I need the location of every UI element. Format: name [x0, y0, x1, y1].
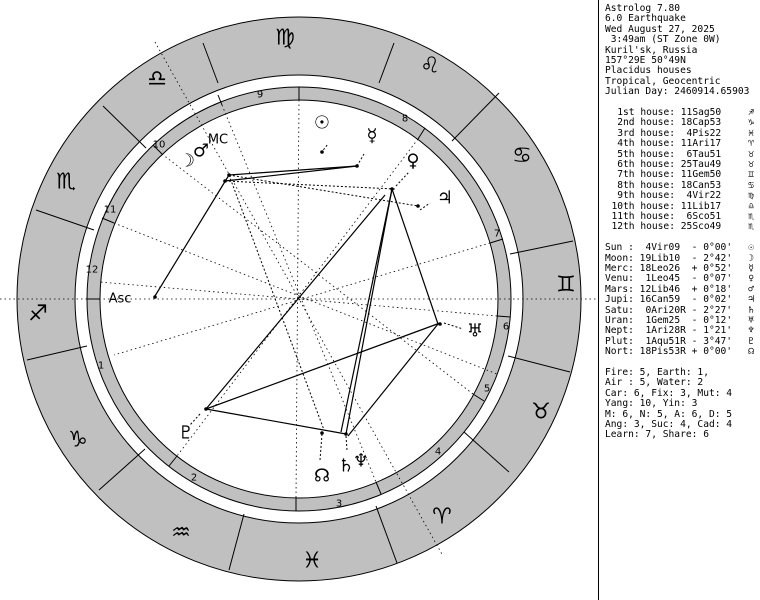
house-label: 5th house: — [617, 148, 675, 160]
sagittarius-icon: ♐ — [28, 301, 48, 327]
planet-latitude: - 0°02' — [680, 294, 733, 306]
planet-latitude: - 0°07' — [680, 273, 733, 285]
house-number-3: 3 — [335, 498, 343, 510]
planet-latitude: + 0°18' — [680, 283, 733, 295]
stats-line: Ang: 3, Suc: 4, Cad: 4 — [605, 419, 733, 430]
stats-line: M: 6, N: 5, A: 6, D: 5 — [605, 408, 733, 420]
house-value: 6Sco51 — [675, 211, 722, 222]
house-label: 6th house: — [617, 159, 675, 170]
house-value: 11Sag50 — [675, 107, 722, 118]
planet-icon: ☿ — [748, 263, 754, 274]
scorpio-icon: ♏ — [56, 169, 76, 195]
planet-icon: ♃ — [748, 294, 754, 306]
house-number-6: 6 — [502, 321, 510, 333]
taurus-icon: ♉ — [531, 399, 551, 425]
planet-latitude: - 2°27' — [685, 304, 733, 316]
house-row — [605, 222, 721, 232]
pluto-icon: ♇ — [177, 422, 195, 444]
house-sign-icon: ♉ — [748, 148, 754, 160]
neptune-icon: ♆ — [352, 450, 370, 472]
house-number-5: 5 — [483, 383, 491, 395]
house-sign-icon: ♊ — [748, 169, 754, 181]
planet-name: Mars: — [605, 283, 634, 295]
chart-info-line: Tropical, Geocentric — [605, 75, 721, 87]
house-number-9: 9 — [256, 89, 264, 101]
house-sign-icon: ♍ — [748, 190, 754, 202]
capricorn-icon: ♑ — [68, 427, 88, 453]
planet-icon: ♆ — [748, 325, 754, 337]
planet-latitude: + 0°00' — [685, 346, 733, 358]
house-label: 4th house: — [617, 138, 675, 150]
house-label: 10th house: — [611, 200, 675, 212]
house-sign-icon: ♉ — [748, 159, 754, 170]
planet-icon: ☽ — [748, 252, 754, 264]
house-value: 25Sco49 — [675, 221, 722, 233]
house-value: 4Vir22 — [675, 190, 722, 202]
planet-position: 1Gem25 — [633, 315, 681, 326]
planet-position: 18Pis53R — [633, 346, 686, 358]
house-value: 25Tau49 — [675, 159, 722, 170]
planet-icon: ♅ — [748, 315, 754, 326]
house-value: 11Gem50 — [675, 169, 722, 181]
planet-name: Nept: — [605, 325, 634, 337]
stats-line: Air : 5, Water: 2 — [605, 377, 704, 389]
chart-info-line: 157°29E 50°49N — [605, 55, 686, 66]
stats-line: Fire: 5, Earth: 1, — [605, 367, 709, 378]
planet-position: 1Ari28R — [633, 325, 686, 337]
planet-position: 1Leo45 — [633, 273, 681, 285]
aquarius-icon: ♒ — [171, 520, 191, 546]
planet-position: 1Aqu51R — [633, 335, 686, 347]
house-label: 11th house: — [611, 211, 675, 222]
house-label: 8th house: — [617, 179, 675, 191]
planet-name: Merc: — [605, 263, 634, 274]
planet-icon: ☉ — [748, 242, 754, 254]
planet-position: 18Leo26 — [633, 263, 681, 274]
leo-icon: ♌ — [420, 53, 440, 79]
planet-position: 4Vir09 — [633, 242, 681, 254]
pisces-icon: ♓ — [302, 548, 322, 574]
planet-icon: ♇ — [748, 335, 754, 347]
house-sign-icon: ♏ — [748, 211, 754, 222]
planet-position: 0Ari20R — [633, 304, 686, 316]
planet-latitude: + 0°52' — [680, 263, 733, 274]
house-sign-icon: ♑ — [748, 117, 754, 129]
house-label: 12th house: — [611, 221, 675, 233]
planet-icon: ☊ — [748, 346, 754, 358]
planet-latitude: - 0°00' — [680, 242, 733, 254]
planet-latitude: - 3°47' — [685, 335, 733, 347]
sun-icon: ☉ — [313, 112, 331, 134]
planet-row — [605, 347, 732, 357]
jupiter-icon: ♃ — [436, 187, 454, 209]
app-title: Astrolog 7.80 — [605, 3, 681, 14]
house-label: 9th house: — [617, 190, 675, 202]
cancer-icon: ♋ — [512, 143, 532, 169]
house-value: 11Lib17 — [675, 200, 722, 212]
chart-info-line: Wed August 27, 2025 — [605, 23, 715, 35]
house-sign-icon: ♏ — [748, 221, 754, 233]
chart-info-line: 6.0 Earthquake — [605, 13, 686, 25]
house-sign-icon: ♈ — [748, 138, 754, 150]
house-number-4: 4 — [434, 446, 442, 458]
house-label: 1st house: — [617, 107, 675, 118]
venus-icon: ♀ — [406, 150, 420, 172]
house-number-10: 10 — [152, 139, 166, 151]
saturn-icon: ♄ — [337, 455, 355, 477]
house-value: 18Can53 — [675, 179, 722, 191]
house-sign-icon: ♓ — [748, 127, 754, 139]
mercury-icon: ☿ — [366, 125, 378, 147]
planet-name: Plut: — [605, 335, 634, 347]
chart-info-line: Kuril'sk, Russia — [605, 44, 698, 56]
planet-icon: ♀ — [748, 273, 754, 285]
planet-name: Satu: — [605, 304, 634, 316]
planet-name: Nort: — [605, 346, 634, 358]
house-value: 11Ari17 — [675, 138, 722, 150]
stats-line: Car: 6, Fix: 3, Mut: 4 — [605, 387, 733, 399]
planet-latitude: - 1°21' — [685, 325, 733, 337]
planet-name: Jupi: — [605, 294, 634, 306]
info-panel — [598, 0, 760, 600]
house-label: 2nd house: — [617, 117, 675, 129]
house-number-7: 7 — [493, 228, 501, 240]
stats-line: Learn: 7, Share: 6 — [605, 429, 709, 441]
gemini-icon: ♊ — [556, 272, 576, 298]
house-sign-icon: ♎ — [748, 200, 754, 212]
house-number-12: 12 — [85, 264, 99, 276]
planet-icon: ♂ — [748, 283, 754, 295]
house-sign-icon: ♋ — [748, 179, 754, 191]
planet-position: 19Lib10 — [633, 252, 681, 264]
house-value: 4Pis22 — [675, 127, 722, 139]
house-value: 6Tau51 — [675, 148, 722, 160]
planet-name: Moon: — [605, 252, 634, 264]
house-number-8: 8 — [401, 113, 409, 125]
house-label: 7th house: — [617, 169, 675, 181]
planet-icon: ♄ — [748, 304, 754, 316]
planet-name: Uran: — [605, 315, 634, 326]
virgo-icon: ♍ — [275, 25, 295, 51]
house-number-11: 11 — [103, 204, 117, 216]
chart-info-line: Placidus houses — [605, 65, 692, 77]
node-icon: ☊ — [314, 465, 330, 487]
planet-latitude: - 2°42' — [680, 252, 733, 264]
planet-position: 16Can59 — [633, 294, 681, 306]
chart-info-line: 3:49am (ST Zone 0W) — [605, 34, 721, 46]
uranus-icon: ♅ — [466, 320, 484, 342]
mars-icon: ♂ — [192, 140, 210, 162]
planet-name: Sun : — [605, 242, 634, 254]
house-sign-icon: ♐ — [748, 107, 754, 118]
asc-label: Asc — [108, 291, 132, 307]
moon-icon: ☽ — [178, 150, 196, 172]
house-number-2: 2 — [190, 472, 198, 484]
planet-position: 12Lib46 — [633, 283, 681, 295]
planet-latitude: - 0°12' — [680, 315, 733, 326]
house-number-1: 1 — [97, 360, 105, 372]
house-value: 18Cap53 — [675, 117, 722, 129]
libra-icon: ♎ — [147, 66, 167, 92]
aries-icon: ♈ — [432, 504, 452, 530]
house-label: 3rd house: — [617, 127, 675, 139]
mc-label: MC — [207, 132, 229, 148]
planet-name: Venu: — [605, 273, 634, 285]
chart-info-line: Julian Day: 2460914.65903 — [605, 86, 750, 98]
stats-line: Yang: 10, Yin: 3 — [605, 398, 698, 410]
